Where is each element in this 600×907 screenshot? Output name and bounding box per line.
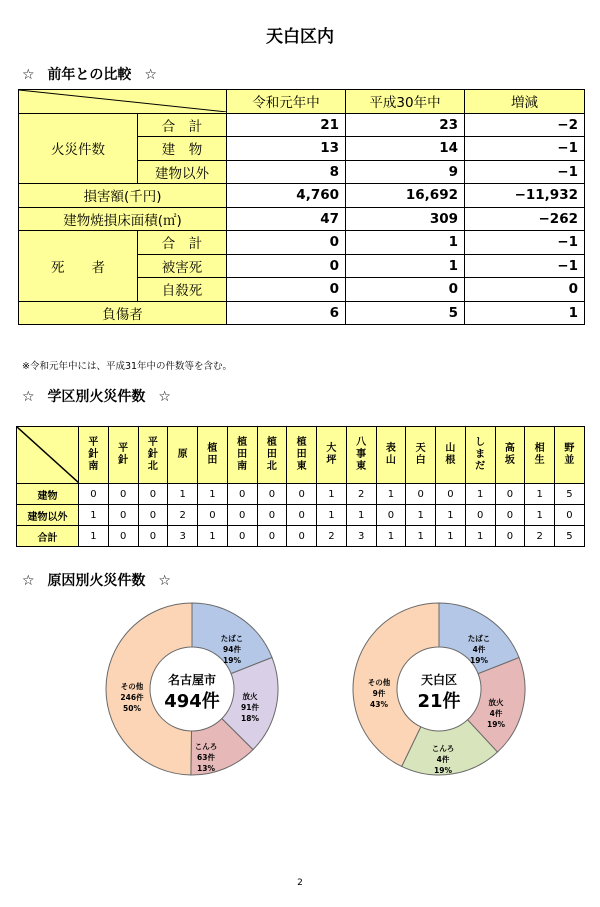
district-name: 天白 (415, 443, 426, 466)
table-cell: 309 (346, 207, 465, 231)
district-name-cell (108, 427, 138, 484)
column-header: 増減 (465, 90, 585, 114)
table-cell: 0 (376, 505, 406, 526)
table-cell: 1 (465, 526, 495, 547)
district-name-cell (168, 427, 198, 484)
donut-center-title: 天白区 (420, 673, 458, 687)
table-cell: 14 (346, 137, 465, 161)
slice-label: 13% (197, 764, 215, 773)
table-cell: 1 (525, 505, 555, 526)
row-group-label: 火災件数 (19, 113, 138, 184)
slice-label: たばこ (220, 634, 244, 643)
slice-label: 19% (223, 656, 241, 665)
district-name: 山根 (445, 443, 456, 466)
table-cell: 0 (555, 505, 585, 526)
star-icon: ☆ (22, 573, 35, 589)
table-cell: −1 (465, 231, 585, 255)
slice-label: 19% (470, 656, 488, 665)
section-heading-causes (22, 570, 171, 590)
table-cell: 0 (227, 526, 257, 547)
district-name: 植田 (207, 443, 218, 466)
table-cell: 5 (555, 526, 585, 547)
district-name-cell (495, 427, 525, 484)
table-cell: 0 (227, 505, 257, 526)
district-name-cell (555, 427, 585, 484)
slice-label: 4件 (489, 709, 503, 718)
donut-svg (104, 601, 280, 777)
district-name: 平針南 (88, 437, 99, 472)
table-cell: 2 (317, 526, 347, 547)
district-name: 表山 (385, 443, 396, 466)
table-cell: 1 (406, 526, 436, 547)
slice-label: その他 (367, 678, 391, 687)
star-icon: ☆ (22, 67, 35, 83)
slice-label: こんろ (431, 744, 455, 753)
district-name-cell (525, 427, 555, 484)
slice-label: 63件 (197, 753, 215, 762)
table-cell: 23 (346, 113, 465, 137)
district-name-cell (138, 427, 168, 484)
district-name: しまだ (475, 437, 486, 472)
table-cell: 0 (198, 505, 228, 526)
donut-center-value: 494件 (164, 691, 220, 712)
district-name: 野並 (564, 443, 575, 466)
row-label: 合計 (17, 526, 79, 547)
table-row (19, 301, 585, 325)
table-cell: 0 (138, 484, 168, 505)
table-row (17, 505, 585, 526)
table-row (19, 113, 585, 137)
diagonal-corner-cell (19, 90, 227, 114)
row-sub-label: 建 物 (138, 137, 227, 161)
table-cell: 0 (287, 484, 317, 505)
star-icon: ☆ (158, 389, 171, 405)
district-name: 植田東 (296, 437, 307, 472)
table-row (19, 207, 585, 231)
slice-label: 放火 (488, 698, 504, 707)
table-cell: 0 (257, 505, 287, 526)
table-cell: 1 (346, 254, 465, 278)
row-group-label: 死 者 (19, 231, 138, 302)
table-cell: 1 (525, 484, 555, 505)
table-cell: 3 (346, 526, 376, 547)
district-name: 植田北 (266, 437, 277, 472)
table-cell: −2 (465, 113, 585, 137)
district-table (16, 426, 585, 547)
district-name-cell (406, 427, 436, 484)
donut-chart-nagoya (104, 601, 280, 781)
table-cell: 1 (465, 484, 495, 505)
section-label: 学区別火災件数 (47, 389, 146, 405)
table-cell: −11,932 (465, 184, 585, 208)
table-cell: 5 (346, 301, 465, 325)
table-cell: 0 (227, 278, 346, 302)
table-cell: 2 (168, 505, 198, 526)
table-cell: 1 (376, 484, 406, 505)
table-cell: 2 (525, 526, 555, 547)
district-name-cell (376, 427, 406, 484)
table-cell: 0 (108, 505, 138, 526)
district-name: 大坪 (326, 443, 337, 466)
slice-label: 4件 (436, 755, 450, 764)
table-cell: 47 (227, 207, 346, 231)
table-cell: 0 (406, 484, 436, 505)
table-row (17, 484, 585, 505)
comparison-table (18, 89, 585, 325)
table-cell: 1 (317, 484, 347, 505)
table-cell: 1 (376, 526, 406, 547)
table-cell: −262 (465, 207, 585, 231)
row-label: 建物以外 (17, 505, 79, 526)
district-name-cell (287, 427, 317, 484)
section-label: 原因別火災件数 (47, 573, 146, 589)
table-cell: 1 (198, 484, 228, 505)
district-name: 平針 (118, 443, 129, 466)
slice-label: 放火 (242, 692, 258, 701)
slice-label: 19% (434, 766, 452, 775)
slice-label: 50% (123, 704, 141, 713)
table-cell: 0 (287, 526, 317, 547)
page-title: 天白区内 (266, 27, 334, 47)
slice-label: 43% (370, 700, 388, 709)
table-cell: 9 (346, 160, 465, 184)
district-name: 八事東 (356, 437, 367, 472)
table-cell: 0 (138, 505, 168, 526)
slice-label: 9件 (372, 689, 386, 698)
table-cell: 1 (346, 505, 376, 526)
table-cell: −1 (465, 137, 585, 161)
column-header: 平成30年中 (346, 90, 465, 114)
slice-label: 91件 (241, 703, 259, 712)
table-cell: 1 (406, 505, 436, 526)
district-name: 相生 (534, 443, 545, 466)
table-cell: 21 (227, 113, 346, 137)
district-name: 原 (177, 449, 188, 460)
slice-label: たばこ (467, 634, 491, 643)
district-name-cell (198, 427, 228, 484)
table-cell: 3 (168, 526, 198, 547)
table-cell: 8 (227, 160, 346, 184)
table-row (19, 184, 585, 208)
section-heading-districts (22, 386, 171, 406)
table-cell: 0 (465, 278, 585, 302)
district-name-cell (317, 427, 347, 484)
table-cell: 1 (168, 484, 198, 505)
slice-label: 18% (241, 714, 259, 723)
table-cell: −1 (465, 254, 585, 278)
row-sub-label: 合 計 (138, 113, 227, 137)
slice-label: 4件 (472, 645, 486, 654)
slice-label: 246件 (120, 693, 144, 702)
slice-label: その他 (120, 682, 144, 691)
table-cell: 6 (227, 301, 346, 325)
table-cell: 13 (227, 137, 346, 161)
table-cell: 0 (257, 526, 287, 547)
table-cell: 5 (555, 484, 585, 505)
diagonal-line (17, 427, 79, 483)
district-name-cell (346, 427, 376, 484)
section-heading-comparison (22, 64, 157, 84)
table-cell: 1 (317, 505, 347, 526)
table-cell: 0 (138, 526, 168, 547)
table-cell: 0 (495, 505, 525, 526)
table-cell: 2 (346, 484, 376, 505)
table-cell: 0 (79, 484, 109, 505)
district-name-cell (436, 427, 466, 484)
slice-label: 94件 (223, 645, 241, 654)
table-cell: 1 (79, 505, 109, 526)
table-cell: 0 (227, 484, 257, 505)
table-cell: 16,692 (346, 184, 465, 208)
row-label: 建物焼損床面積(㎡) (19, 207, 227, 231)
row-sub-label: 自殺死 (138, 278, 227, 302)
donut-center-title: 名古屋市 (167, 673, 217, 687)
donut-chart-tempaku (351, 601, 527, 781)
row-sub-label: 被害死 (138, 254, 227, 278)
row-sub-label: 合 計 (138, 231, 227, 255)
district-name-cell (257, 427, 287, 484)
table-cell: 1 (198, 526, 228, 547)
table-cell: 0 (108, 484, 138, 505)
row-label: 負傷者 (19, 301, 227, 325)
table-cell: 0 (495, 484, 525, 505)
star-icon: ☆ (144, 67, 157, 83)
table-cell: −1 (465, 160, 585, 184)
table-header-row (19, 90, 585, 114)
table-cell: 1 (79, 526, 109, 547)
table-cell: 0 (227, 254, 346, 278)
pie-slice (106, 603, 192, 775)
table-cell: 0 (108, 526, 138, 547)
table-cell: 1 (465, 301, 585, 325)
row-label: 損害額(千円) (19, 184, 227, 208)
table-row (19, 231, 585, 255)
district-name-cell (227, 427, 257, 484)
donut-center-value: 21件 (417, 691, 461, 712)
district-name: 植田南 (237, 437, 248, 472)
district-header-row (17, 427, 585, 484)
table-cell: 0 (495, 526, 525, 547)
table-cell: 0 (346, 278, 465, 302)
section-label: 前年との比較 (47, 67, 132, 83)
column-header: 令和元年中 (227, 90, 346, 114)
table-row (17, 526, 585, 547)
star-icon: ☆ (158, 573, 171, 589)
table-cell: 0 (287, 505, 317, 526)
diagonal-line (19, 90, 227, 112)
district-name-cell (79, 427, 109, 484)
district-name: 平針北 (147, 437, 158, 472)
row-label: 建物 (17, 484, 79, 505)
slice-label: 19% (487, 720, 505, 729)
table-cell: 1 (346, 231, 465, 255)
donut-svg (351, 601, 527, 777)
table-cell: 0 (227, 231, 346, 255)
table-cell: 1 (436, 505, 466, 526)
row-sub-label: 建物以外 (138, 160, 227, 184)
table-cell: 1 (436, 526, 466, 547)
page-number: 2 (297, 878, 303, 888)
table-cell: 0 (257, 484, 287, 505)
table-cell: 0 (465, 505, 495, 526)
footnote: ※令和元年中には、平成31年中の件数等を含む。 (22, 361, 233, 372)
district-name: 高坂 (504, 443, 515, 466)
diagonal-corner-cell (17, 427, 79, 484)
district-name-cell (465, 427, 495, 484)
table-cell: 4,760 (227, 184, 346, 208)
slice-label: こんろ (194, 742, 218, 751)
star-icon: ☆ (22, 389, 35, 405)
table-cell: 0 (436, 484, 466, 505)
